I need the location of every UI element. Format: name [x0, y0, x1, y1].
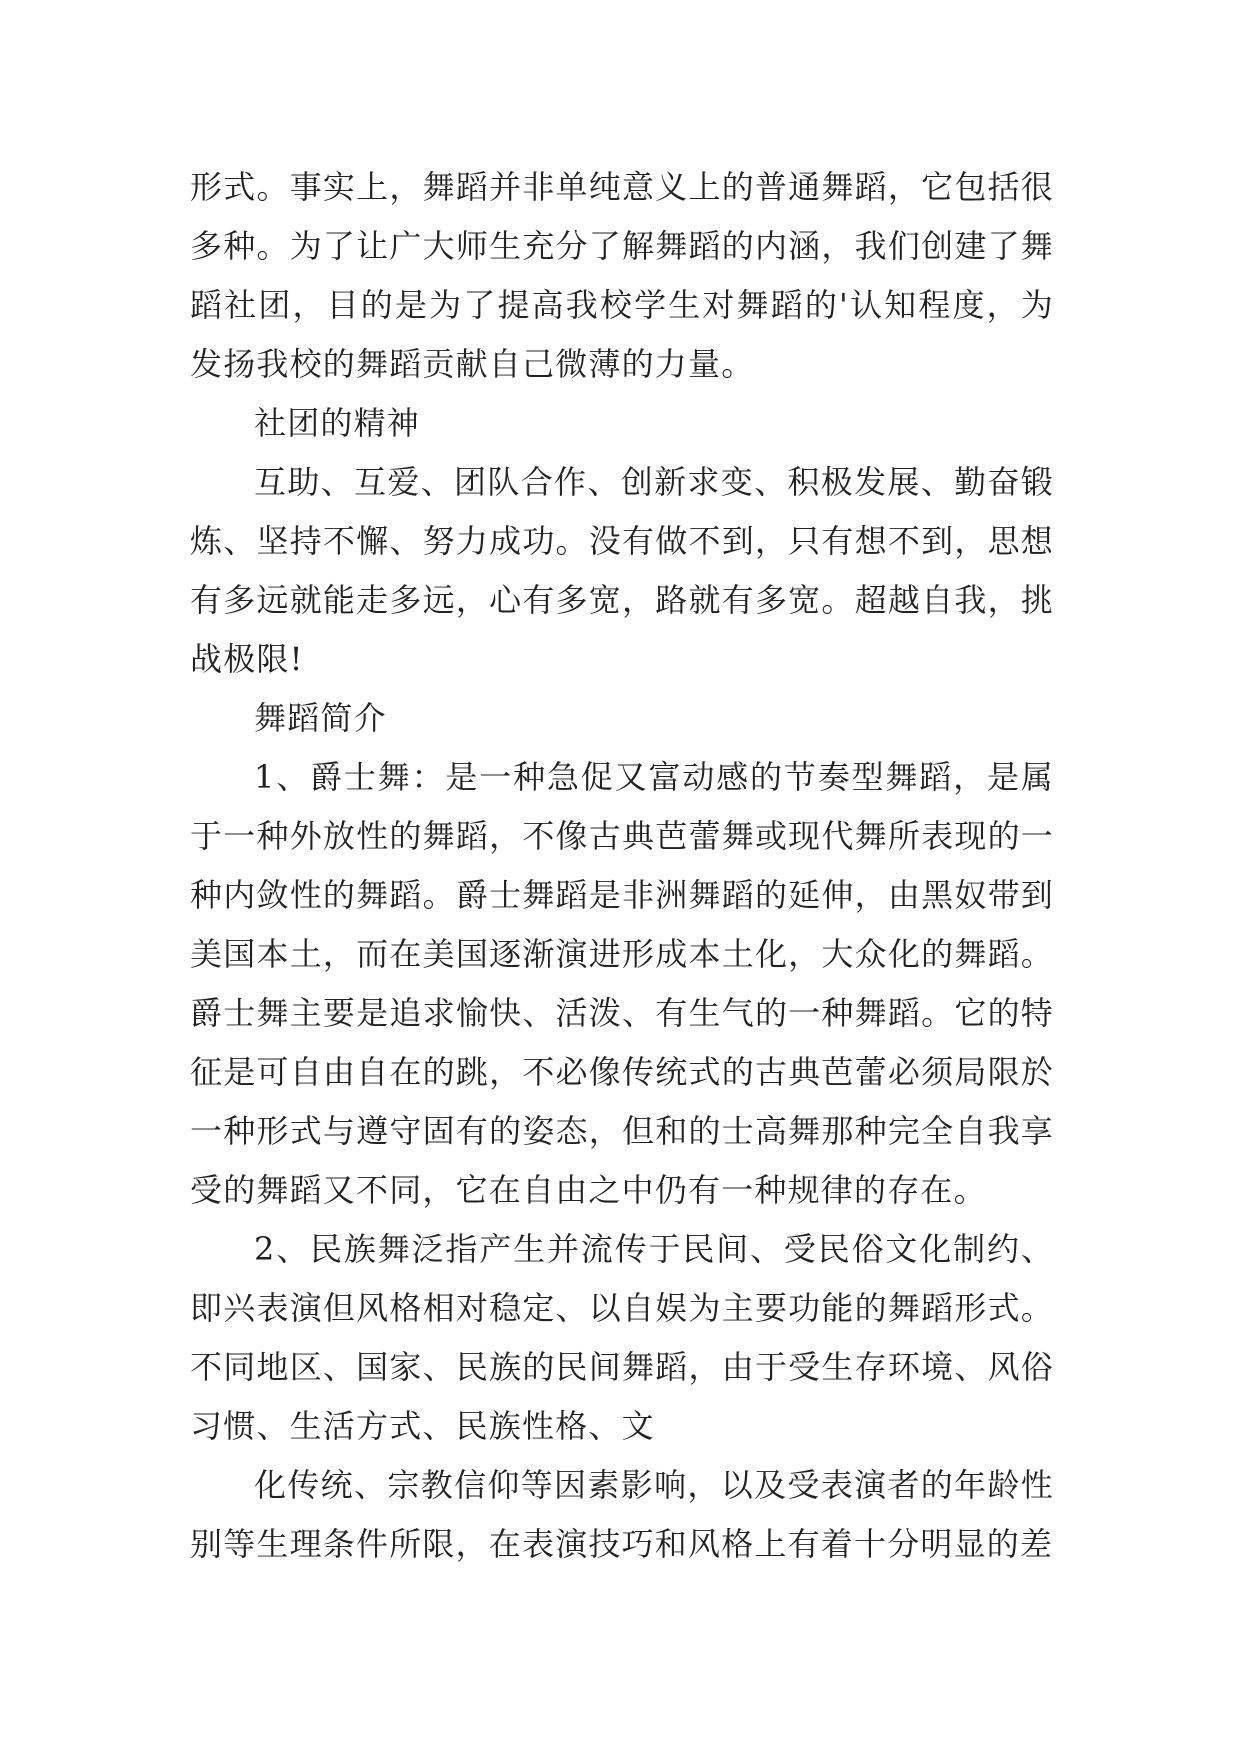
document-body: [190, 158, 1054, 1574]
heading-club-spirit: 社团的精神: [254, 404, 421, 442]
paragraph-jazz-dance: 1、爵士舞：是一种急促又富动感的节奏型舞蹈，是属于一种外放性的舞蹈，不像古典芭蕾舞或现代舞所表现的一种内敛性的舞蹈。爵士舞蹈是非洲舞蹈的延伸，由黑奴带到美国本土，而在美国逐渐演进形成本土化，大众化的舞蹈。爵士舞主要是追求愉快、活泼、有生气的一种舞蹈。它的特征是可自由自在的跳，不必像传统式的古典芭蕾必须局限於一种形式与遵守固有的姿态，但和的士高舞那种完全自我享受的舞蹈又不同，它在自由之中仍有一种规律的存在。: [190, 758, 1054, 1209]
heading-dance-intro: 舞蹈简介: [254, 699, 387, 737]
paragraph-folk-dance-continued: 化传统、宗教信仰等因素影响，以及受表演者的年龄性别等生理条件所限，在表演技巧和风格上有着十分明显的差: [190, 1466, 1054, 1563]
paragraph-club-spirit: 互助、互爱、团队合作、创新求变、积极发展、勤奋锻炼、坚持不懈、努力成功。没有做不到，只有想不到，思想有多远就能走多远，心有多宽，路就有多宽。超越自我，挑战极限!: [190, 463, 1054, 678]
paragraph-intro: 形式。事实上，舞蹈并非单纯意义上的普通舞蹈，它包括很多种。为了让广大师生充分了解舞蹈的内涵，我们创建了舞蹈社团，目的是为了提高我校学生对舞蹈的'认知程度，为发扬我校的舞蹈贡献自己微薄的力量。: [190, 168, 1054, 383]
paragraph-folk-dance: 2、民族舞泛指产生并流传于民间、受民俗文化制约、即兴表演但风格相对稳定、以自娱为主要功能的舞蹈形式。不同地区、国家、民族的民间舞蹈，由于受生存环境、风俗习惯、生活方式、民族性格、文: [190, 1230, 1054, 1445]
